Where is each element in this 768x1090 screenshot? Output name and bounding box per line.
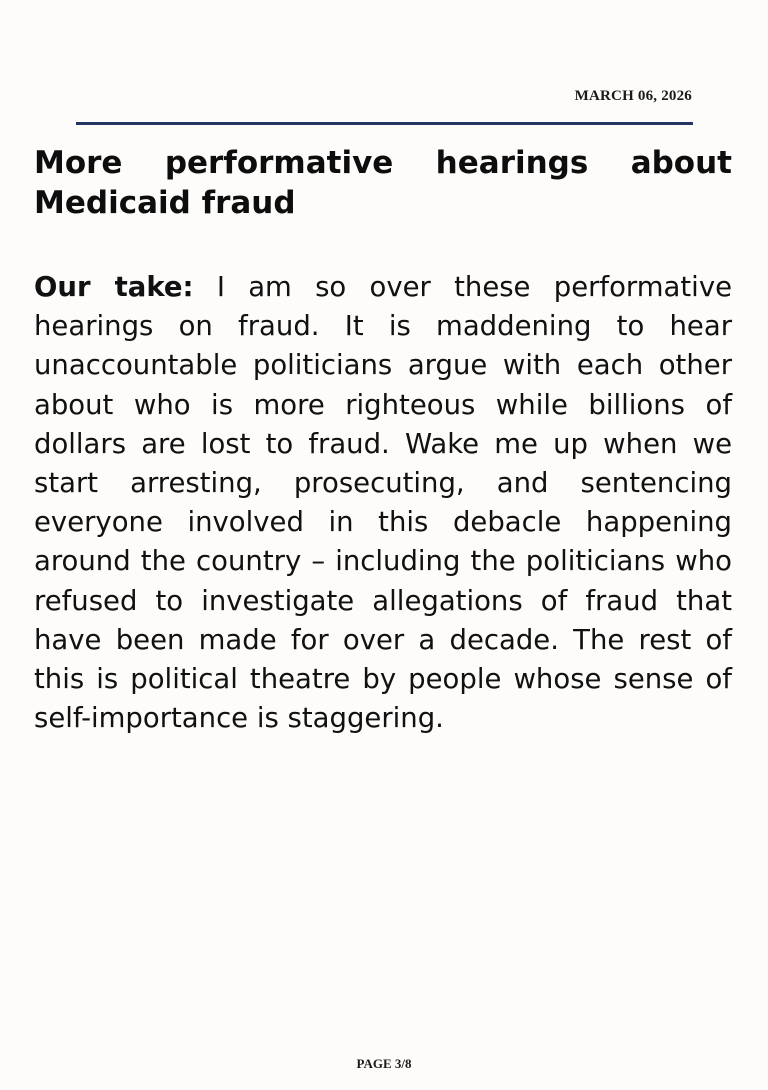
our-take-label: Our take: — [34, 271, 194, 303]
publication-date: MARCH 06, 2026 — [574, 88, 692, 104]
article-body — [34, 268, 732, 738]
article-body-text: I am so over these performative hearings on fraud. It is maddening to hear unaccountable politicians argue with each other about who is more righteous while billions of dollars are lost to fraud. Wake me up when we start arresting, prosecuting, and sentencing everyone involved in this debacle happening around the country – including the politicians who refused to investigate allegations of fraud that have been made for over a decade. The rest of this is political theatre by people whose sense of self-importance is staggering. — [34, 271, 733, 735]
page-number: PAGE 3/8 — [356, 1056, 412, 1071]
article-headline: More performative hearings about Medicaid fraud — [34, 145, 732, 221]
header-divider — [76, 122, 693, 125]
